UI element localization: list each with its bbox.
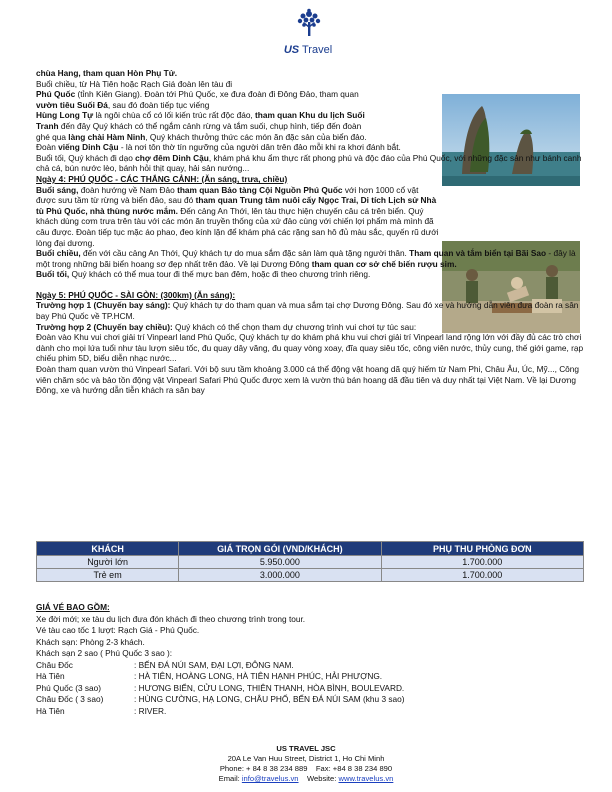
itinerary-content — [36, 68, 584, 396]
day4-afternoon: Buổi chiều, đến với cầu cảng An Thới, Quý khách tự do mua sắm đặc sản làm quà tặng người thân. Tham quan và tắm biển tại Bãi Sao - đây là một trong những bãi biển hoang sơ đẹp nhất trên đảo. Về lại Dương Đông tham quan cơ sở chế biến rượu sim. — [36, 248, 576, 269]
day5-case1: Trường hợp 1 (Chuyến bay sáng): Quý khách tự do tham quan và mua sắm tại chợ Dương Đông. Sau đó xe và hướng dẫn viên đưa đoàn ra sân bay Phú Quốc về TP.HCM. — [36, 300, 579, 322]
text-line: Buổi tối, Quý khách đi dạo chợ đêm Dinh Cậu, khám phá khu ẩm thực rất phong phú và độc đáo của Phú Quốc, với những đặc sản như bánh canh chả cá, bún nước lèo, bánh hỏi thịt quay, hải sản nướng... — [36, 152, 582, 174]
price-includes — [36, 602, 584, 717]
hotel-row: Châu Đốc ( 3 sao) : HÙNG CƯỜNG, HẠ LONG, CHÂU PHỐ, BẾN ĐÁ NÚI SAM (khu 3 sao) — [36, 694, 405, 704]
includes-line: Xe đời mới; xe tàu du lịch đưa đón khách đi theo chương trình trong tour. — [36, 613, 306, 624]
text-line: Buổi chiều, từ Hà Tiên hoặc Rạch Giá đoàn lên tàu đi — [36, 78, 233, 89]
col-header-package-price: GIÁ TRỌN GÓI (VND/KHÁCH) — [179, 542, 381, 556]
company-name: US TRAVEL JSC — [276, 744, 336, 753]
includes-line: Khách sạn: Phòng 2-3 khách. — [36, 636, 145, 647]
text-line: Hùng Long Tự là ngôi chùa cổ có lối kiến trúc rất độc đáo, tham quan Khu du lịch Suối — [36, 110, 365, 121]
table-cell: 1.700.000 — [381, 569, 583, 582]
tree-logo-icon — [296, 8, 322, 38]
email-link[interactable]: info@travelus.vn — [241, 774, 299, 783]
day5-vinpearl-safari: Đoàn tham quan vườn thú Vinpearl Safari. Với bộ sưu tầm khoảng 3.000 cá thể động vật hoang dã quý hiếm từ Nam Phi, Châu Âu, Úc, Mỹ..., Công viên chăm sóc và bảo tồn động vật Vinpearl Safari Phú Quốc được xem là vườn thú bán hoang dã đầu tiên và duy nhất tại Việt Nam. Về lại Dương Đông, xe và hướng dẫn tiễn khách ra sân bay — [36, 364, 580, 396]
hotel-row: Hà Tiên : RIVER. — [36, 705, 167, 716]
table-row — [37, 556, 584, 569]
table-cell: Người lớn — [37, 556, 179, 569]
day4-morning: Buổi sáng, đoàn hướng về Nam Đảo tham quan Bảo tàng Cội Nguồn Phú Quốc với hơn 1000 cổ vật được sưu tầm từ rừng và biển đảo, sau đó tham quan Trung tâm nuôi cấy Ngọc Trai, Di tích Lịch sử Nhà tù Phú Quốc, nhà thùng nước mắm. Đến cảng An Thới, lên tàu thực hiện chuyến câu cá trên biển. Quý khách dùng cơm trưa trên tàu với các món ăn truyền thống của xứ đảo cùng với chiến lợi phẩm mà mình đã câu được. Đoàn tiếp tục mặc áo phao, đeo kính lặn để khám phá các rặng san hô đủ màu sắc, quyến rũ dưới lòng đại dương. — [36, 184, 439, 248]
day5-title: Ngày 5: PHÚ QUỐC - SÀI GÒN: (300km) (Ăn sáng): — [36, 289, 236, 300]
includes-line: Khách sạn 2 sao ( Phú Quốc 3 sao ): — [36, 648, 173, 658]
hotel-row: Hà Tiên : HÀ TIÊN, HOÀNG LONG, HÀ TIÊN HẠNH PHÚC, HẢI PHƯỢNG. — [36, 671, 383, 681]
table-header-row — [37, 542, 584, 556]
day5-case2: Trường hợp 2 (Chuyến bay chiều): Quý khách có thể chọn tham dự chương trình vui chơi tự túc sau: — [36, 321, 417, 332]
company-address: 20A Le Van Huu Street, District 1, Ho Chi Minh — [227, 754, 385, 763]
table-row — [37, 569, 584, 582]
price-table — [36, 541, 584, 582]
day3-tail-line: chùa Hang, tham quan Hòn Phụ Tử. — [36, 68, 178, 78]
day4-title: Ngày 4: PHÚ QUỐC - CÁC THẮNG CẢNH: (Ăn sáng, trưa, chiều) — [36, 173, 288, 184]
text-line: vườn tiêu Suối Đá, sau đó đoàn tiếp tục viếng — [36, 99, 210, 110]
text-line: Tranh đến đây Quý khách có thể ngắm cảnh rừng và tắm suối, chụp hình, tiếp đến đoàn — [36, 120, 362, 131]
text-line: Đoàn viếng Dinh Cậu - là nơi tôn thờ tín ngưỡng của người dân trên đảo mỗi khi ra khơi đánh bắt. — [36, 142, 401, 153]
page-footer — [0, 744, 612, 784]
company-phone: Phone: + 84 8 38 234 889 Fax: +84 8 38 234 890 — [219, 764, 393, 773]
table-cell: 5.950.000 — [179, 556, 381, 569]
day4-evening: Buổi tối, Quý khách có thể mua tour đi thế mực ban đêm, hoặc đi theo chương trình riêng. — [36, 269, 371, 280]
text-line: Phú Quốc (tỉnh Kiên Giang). Đoàn tới Phú Quốc, xe đưa đoàn đi Đông Đảo, tham quan — [36, 89, 359, 100]
company-contacts: Email: info@travelus.vn Website: www.travelus.vn — [218, 774, 394, 783]
includes-line: Vé tàu cao tốc 1 lượt: Rạch Giá - Phú Quốc. — [36, 625, 200, 635]
table-cell: 3.000.000 — [179, 569, 381, 582]
company-logo — [278, 8, 338, 64]
text-line: ghé qua làng chài Hàm Ninh, Quý khách thưởng thức các món ăn đặc sản của biển đảo. — [36, 131, 367, 142]
day5-vinpearl-land: Đoàn vào Khu vui chơi giải trí Vinpearl land Phú Quốc, Quý khách tự do khám phá khu vui chơi giải trí Vinpearl land rộng lớn với đầy đủ các trò chơi dành cho mọi lứa tuổi như tàu lượn siêu tốc, đu quay dây văng, đu quay vòng xoay, đĩa quay siêu tốc, công viên nước, thủy cung, thế giới game, rạp chiếu phim 5D, biểu diễn nhạc nước... — [36, 332, 584, 364]
includes-title: GIÁ VÉ BAO GỒM: — [36, 602, 110, 612]
website-link[interactable]: www.travelus.vn — [338, 774, 394, 783]
table-cell: 1.700.000 — [381, 556, 583, 569]
col-header-single-surcharge: PHỤ THU PHÒNG ĐƠN — [381, 542, 583, 556]
col-header-customer: KHÁCH — [37, 542, 179, 556]
hotel-row: Châu Đốc : BẾN ĐÁ NÚI SAM, ĐẠI LỢI, ĐÔNG NAM. — [36, 659, 294, 670]
table-cell: Trẻ em — [37, 569, 179, 582]
hotel-row: Phú Quốc (3 sao) : HƯƠNG BIỂN, CỬU LONG, THIÊN THANH, HÒA BÌNH, BOULEVARD. — [36, 682, 405, 693]
brand-name: US Travel — [283, 44, 333, 56]
